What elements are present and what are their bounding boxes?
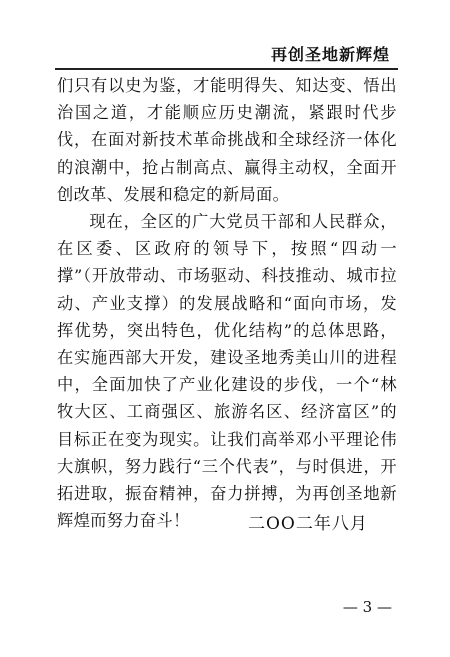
running-header: 再创圣地新辉煌	[270, 45, 390, 64]
page-number: — 3 —	[342, 598, 392, 616]
body-text	[57, 72, 397, 534]
header-rule	[55, 68, 398, 70]
paragraph: 现在，全区的广大党员干部和人民群众，在区委、区政府的领导下，按照“四动一撑”（开放带动、市场驱动、科技推动、城市拉动、产业支撑）的发展战略和“面向市场，发挥优势，突出特色，优化结构”的总体思路，在实施西部大开发，建设圣地秀美山川的进程中，全面加快了产业化建设的步伐，一个“林牧大区、工商强区、旅游名区、经济富区”的目标正在变为现实。让我们高举邓小平理论伟大旗帜，努力践行“三个代表”，与时俱进，开拓进取，振奋精神，奋力拼搏，为再创圣地新辉煌而努力奋斗！	[57, 212, 397, 531]
paragraph-continued: 们只有以史为鉴，才能明得失、知达变、悟出治国之道，才能顺应历史潮流，紧跟时代步伐，在面对新技术革命挑战和全球经济一体化的浪潮中，抢占制高点、赢得主动权，全面开创改革、发展和稳定的新局面。	[57, 76, 397, 204]
date: 二OO二年八月	[248, 514, 368, 534]
